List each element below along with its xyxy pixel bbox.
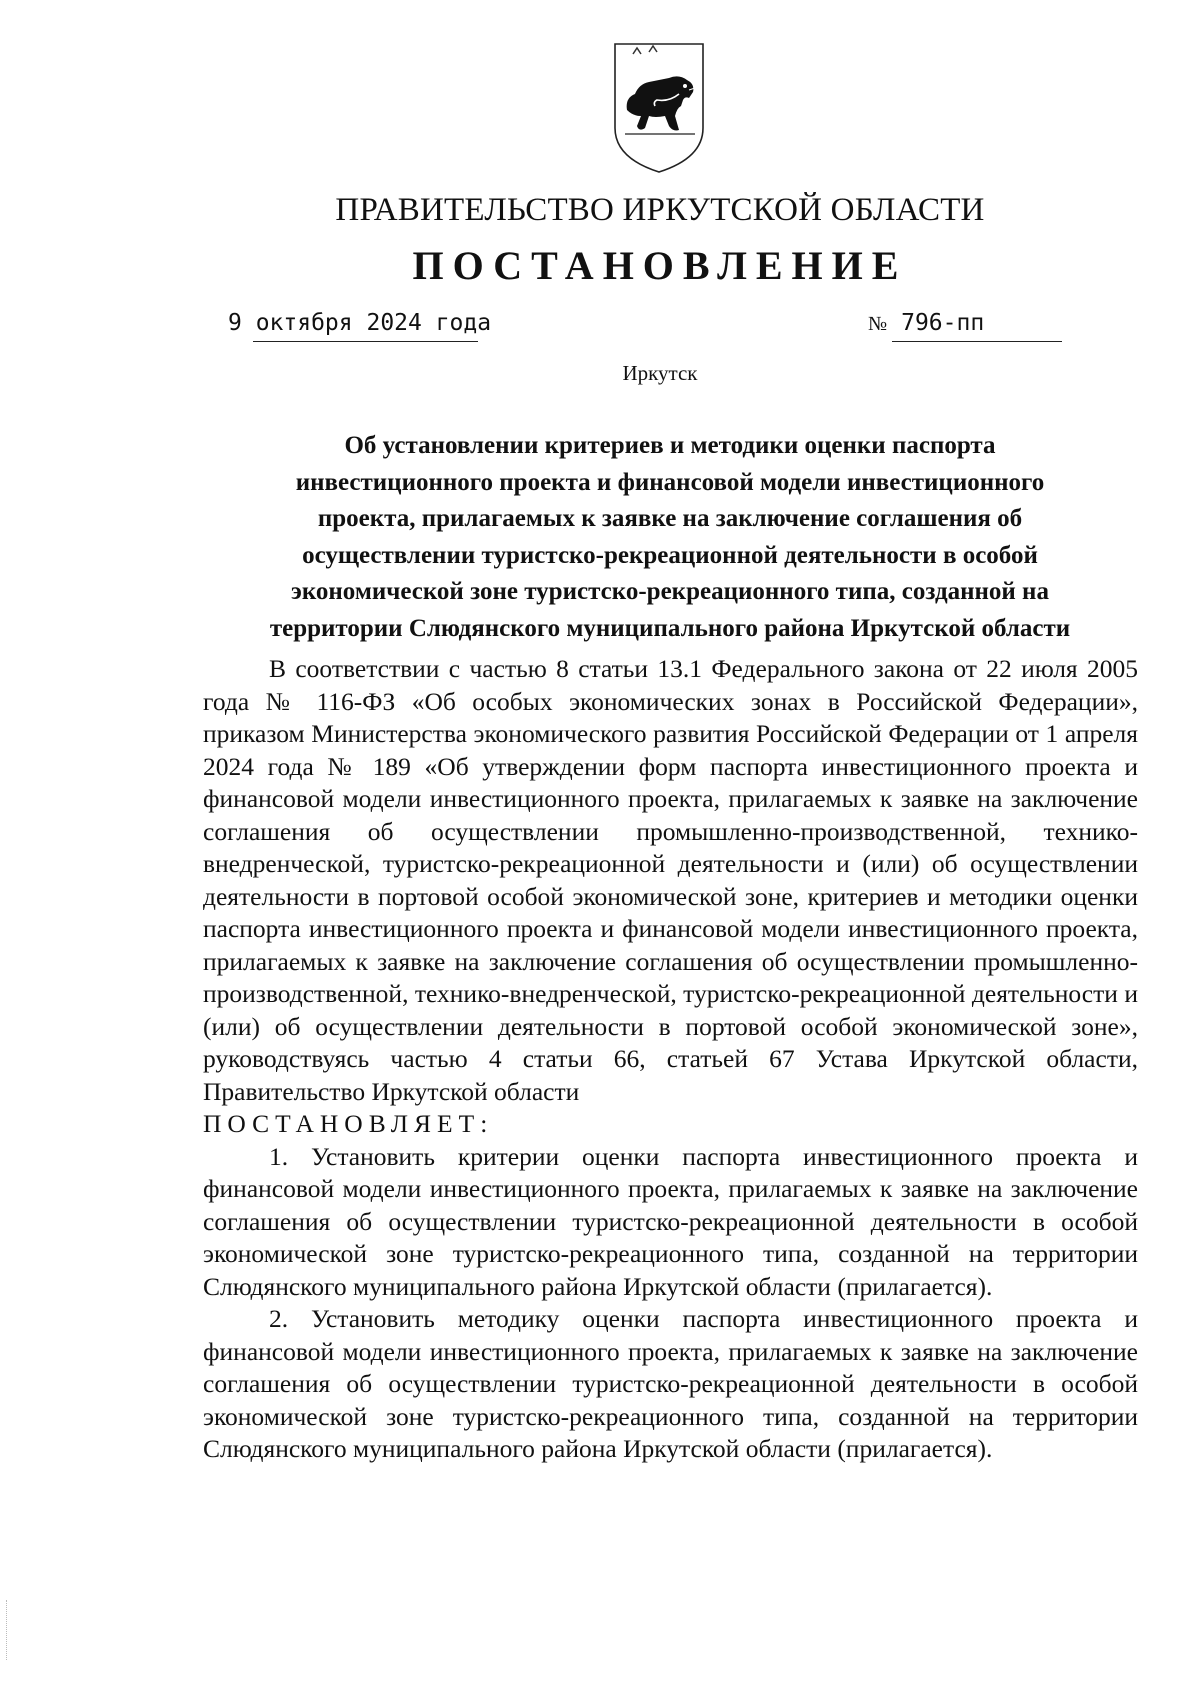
date-underline: [253, 341, 478, 342]
subject-line: осуществлении туристско-рекреационной деятельности в особой: [302, 541, 1038, 569]
subject-line: проекта, прилагаемых к заявке на заключение соглашения об: [317, 505, 1023, 532]
item-1-paragraph: 1. Установить критерии оценки паспорта инвестиционного проекта и финансовой модели инвестиционного проекта, прилагаемых к заявке на заключение соглашения об осуществлении туристско-рекреационной деятельности в особой экономической зоне туристско-рекреационного типа, созданной на территории Слюдянского муниципального района Иркутской области (прилагается).: [203, 1141, 1138, 1301]
document-date: 9 октября 2024 года: [228, 310, 492, 336]
government-name: ПРАВИТЕЛЬСТВО ИРКУТСКОЙ ОБЛАСТИ: [335, 192, 985, 228]
subject-line: Об установлении критериев и методики оценки паспорта: [344, 432, 996, 459]
number-sign: №: [868, 313, 888, 335]
scan-artifact: [6, 1600, 8, 1660]
issue-city: Иркутск: [622, 361, 698, 385]
document-type-title: ПОСТАНОВЛЕНИЕ: [412, 243, 908, 288]
document-body: [203, 653, 1138, 1466]
irkutsk-coat-of-arms-icon: [609, 36, 709, 176]
subject-line: экономической зоне туристско-рекреационного типа, созданной на: [291, 578, 1049, 605]
item-2-paragraph: 2. Установить методику оценки паспорта инвестиционного проекта и финансовой модели инвестиционного проекта, прилагаемых к заявке на заключение соглашения об осуществлении туристско-рекреационной деятельности в особой экономической зоне туристско-рекреационного типа, созданной на территории Слюдянского муниципального района Иркутской области (прилагается).: [203, 1304, 1138, 1463]
subject-line: инвестиционного проекта и финансовой модели инвестиционного: [295, 468, 1045, 496]
subject-line: территории Слюдянского муниципального района Иркутской области: [269, 614, 1071, 642]
document-number-block: [868, 310, 984, 336]
resolve-word: ПОСТАНОВЛЯЕТ:: [203, 1109, 494, 1138]
preamble-paragraph: В соответствии с частью 8 статьи 13.1 Федерального закона от 22 июля 2005 года № 116-ФЗ «Об особых экономических зонах в Российской Федерации», приказом Министерства экономического развития Российской Федерации от 1 апреля 2024 года № 189 «Об утверждении форм паспорта инвестиционного проекта и финансовой модели инвестиционного проекта, прилагаемых к заявке на заключение соглашения об осуществлении промышленно-производственной, технико-внедренческой, туристско-рекреационной деятельности и (или) об осуществлении деятельности в портовой особой экономической зоне, критериев и методики оценки паспорта инвестиционного проекта и финансовой модели инвестиционного проекта, прилагаемых к заявке на заключение соглашения об осуществлении промышленно-производственной, технико-внедренческой, туристско-рекреационной деятельности и (или) об осуществлении деятельности в портовой особой экономической зоне», руководствуясь частью 4 статьи 66, статьей 67 Устава Иркутской области, Правительство Иркутской области: [203, 654, 1138, 1106]
document-subject: [210, 428, 1130, 647]
number-underline: [892, 341, 1062, 342]
document-number: 796-пп: [901, 310, 985, 336]
